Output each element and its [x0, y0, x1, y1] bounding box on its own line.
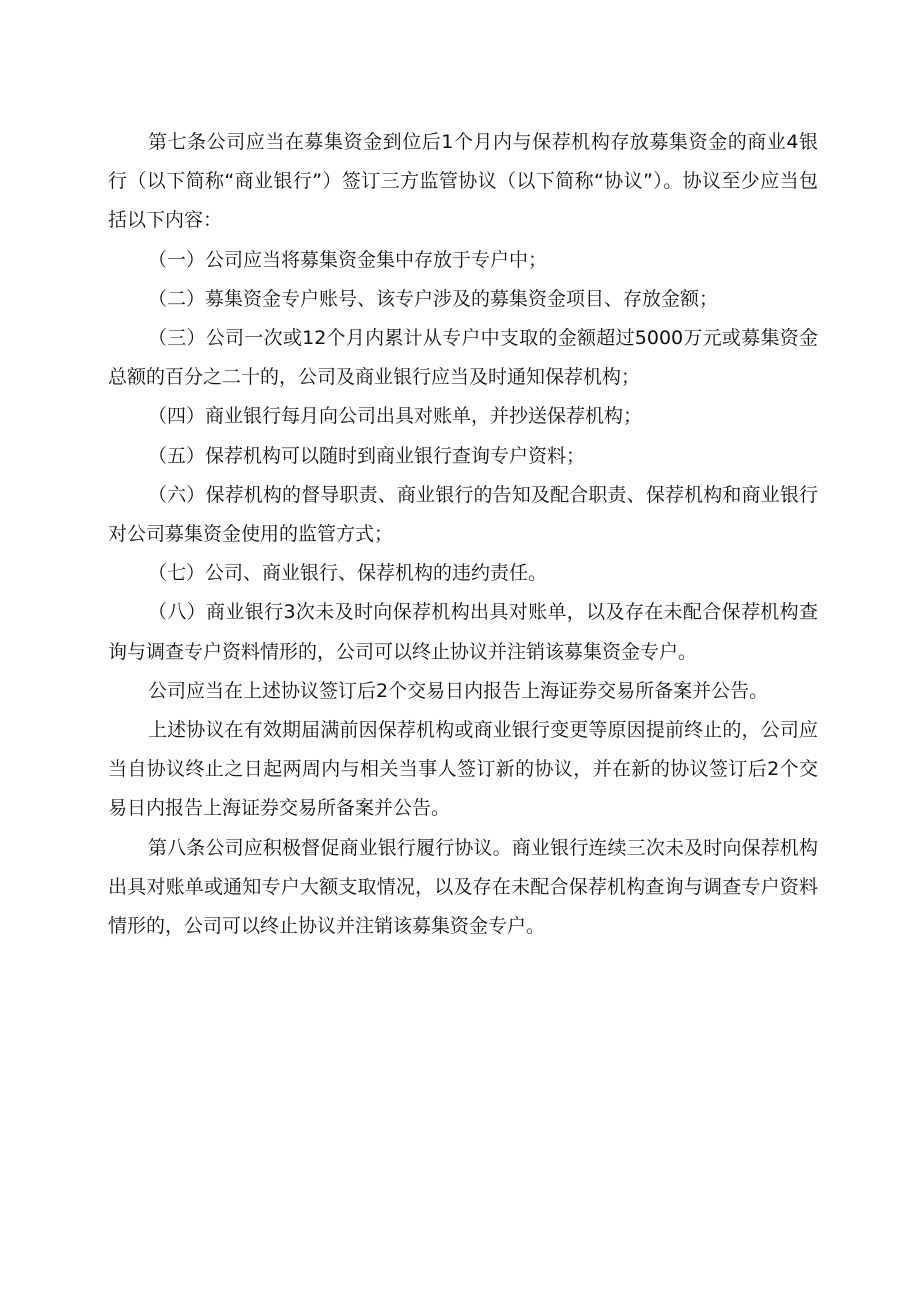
agreement-item-8: （八）商业银行3次未及时向保荐机构出具对账单，以及存在未配合保荐机构查询与调查专户资料情形的，公司可以终止协议并注销该募集资金专户。 — [108, 601, 818, 663]
agreement-item-1: （一）公司应当将募集资金集中存放于专户中； — [148, 248, 548, 271]
agreement-item-5: （五）保荐机构可以随时到商业银行查询专户资料； — [148, 444, 586, 467]
report-filing-paragraph: 公司应当在上述协议签订后2个交易日内报告上海证券交易所备案并公告。 — [148, 679, 769, 702]
agreement-item-7: （七）公司、商业银行、保荐机构的违约责任。 — [148, 562, 548, 585]
agreement-item-2: （二）募集资金专户账号、该专户涉及的募集资金项目、存放金额； — [148, 287, 719, 310]
agreement-item-6: （六）保荐机构的督导职责、商业银行的告知及配合职责、保荐机构和商业银行对公司募集资金使用的监管方式； — [108, 483, 818, 546]
agreement-item-4: （四）商业银行每月向公司出具对账单，并抄送保荐机构； — [148, 405, 643, 428]
article-7-paragraph: 第七条公司应当在募集资金到位后1个月内与保荐机构存放募集资金的商业4银行（以下简称“商业银行”）签订三方监管协议（以下简称“协议”）。协议至少应当包括以下内容： — [108, 131, 818, 232]
early-termination-paragraph: 上述协议在有效期届满前因保荐机构或商业银行变更等原因提前终止的，公司应当自协议终止之日起两周内与相关当事人签订新的协议，并在新的协议签订后2个交易日内报告上海证券交易所备案并公告。 — [108, 719, 818, 820]
document-body — [108, 123, 818, 946]
agreement-item-3: （三）公司一次或12个月内累计从专户中支取的金额超过5000万元或募集资金总额的百分之二十的，公司及商业银行应当及时通知保荐机构； — [108, 327, 818, 389]
article-8-paragraph: 第八条公司应积极督促商业银行履行协议。商业银行连续三次未及时向保荐机构出具对账单或通知专户大额支取情况，以及存在未配合保荐机构查询与调查专户资料情形的，公司可以终止协议并注销该募集资金专户。 — [108, 836, 818, 938]
